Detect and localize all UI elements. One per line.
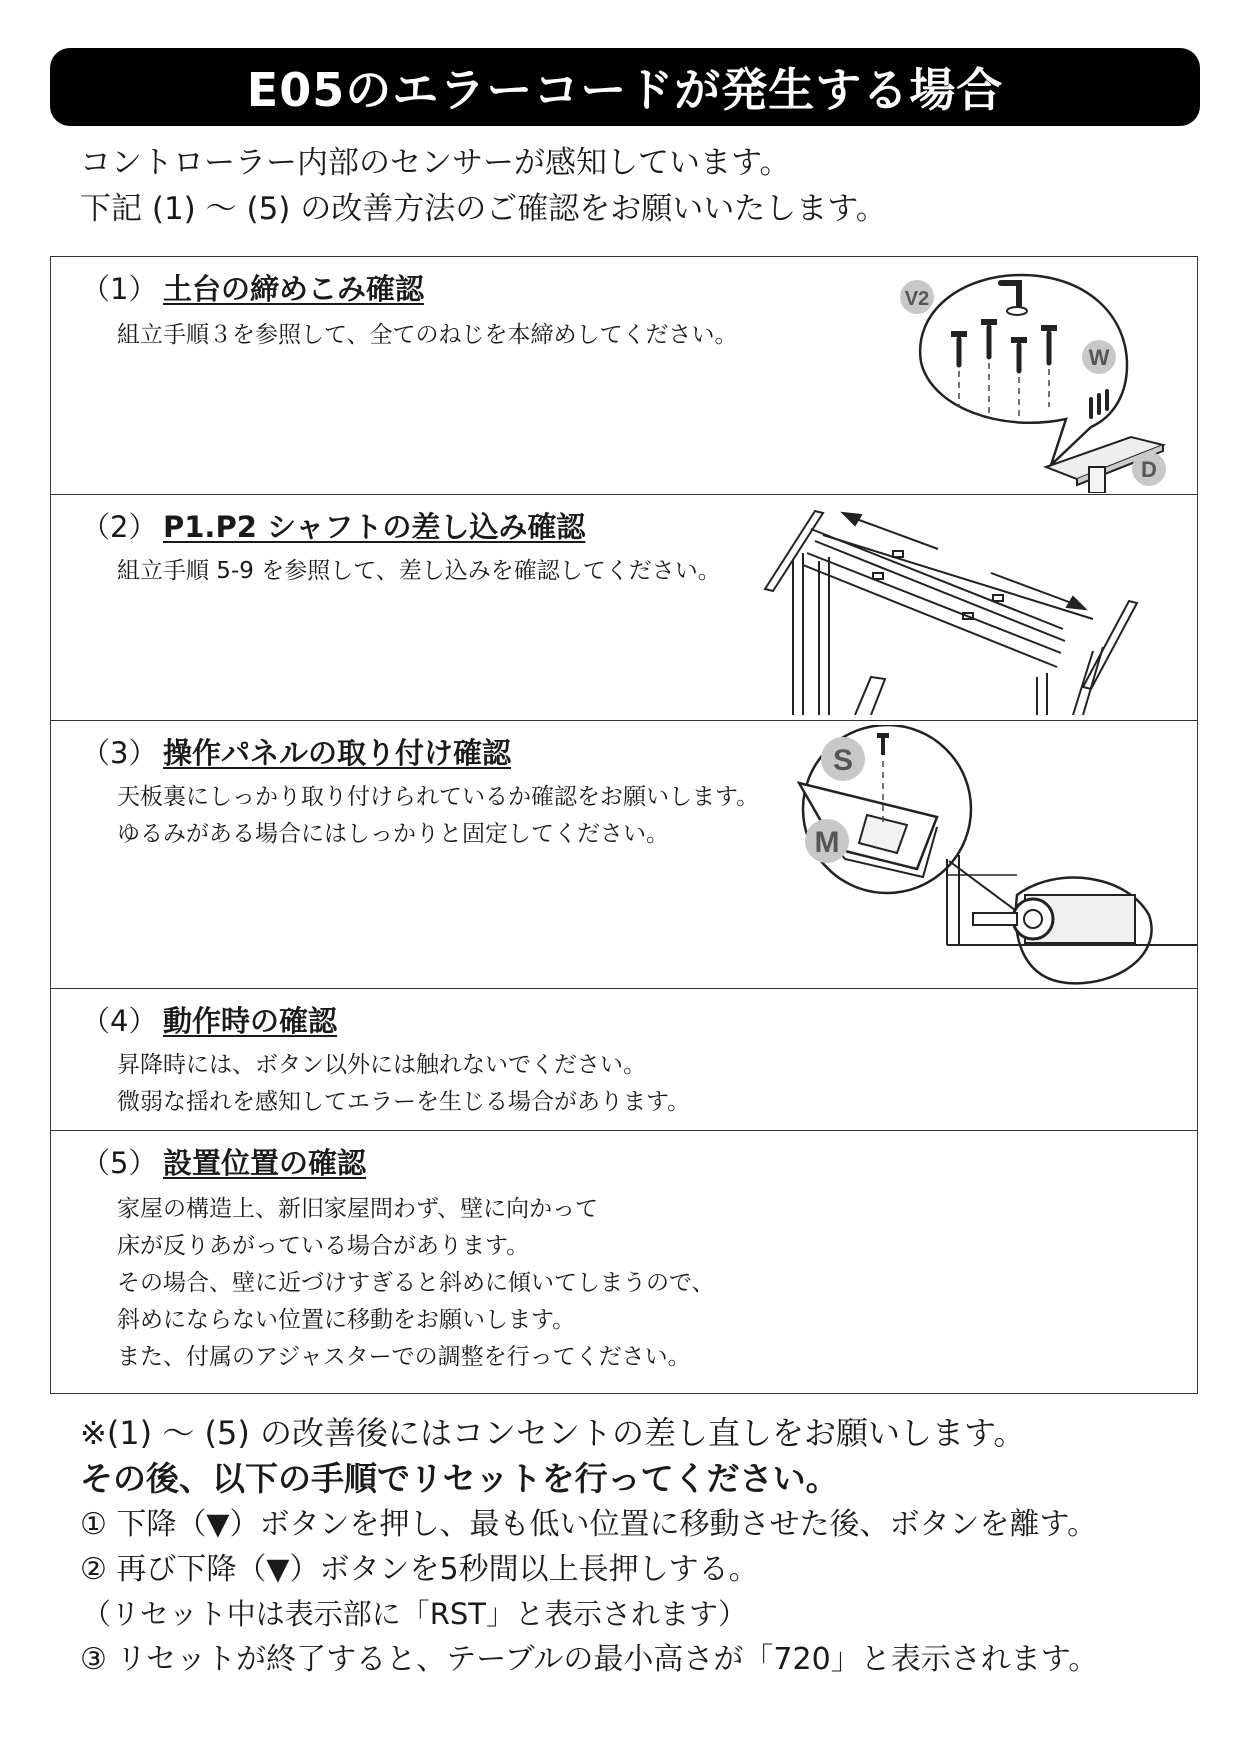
section-title: 動作時の確認 [163, 1004, 338, 1038]
body-line: また、付属のアジャスターでの調整を行ってください。 [117, 1344, 691, 1370]
intro [80, 140, 887, 232]
section-4 [51, 989, 1197, 1131]
label-s: S [832, 744, 854, 777]
base-screw-illustration [881, 267, 1191, 493]
section-body [117, 317, 738, 354]
footer-note: ※(1) ～ (5) の改善後にはコンセントの差し直しをお願いします。 [80, 1414, 1026, 1452]
reset-step-3: ③ リセットが終了すると、テーブルの最小高さが「720」と表示されます。 [80, 1642, 1099, 1677]
frame-shaft-illustration [763, 501, 1183, 715]
control-panel-illustration [797, 725, 1197, 989]
section-heading [81, 267, 424, 308]
body-line: 斜めにならない位置に移動をお願いします。 [117, 1307, 576, 1333]
section-heading [81, 505, 585, 546]
body-line: 天板裏にしっかり取り付けられているか確認をお願いします。 [117, 784, 760, 810]
section-3 [51, 721, 1197, 989]
checklist-box [50, 256, 1198, 1394]
intro-line: コントローラー内部のセンサーが感知しています。 [80, 145, 791, 181]
label-m: M [814, 826, 840, 859]
section-body [117, 1047, 690, 1121]
section-number: （3） [81, 736, 158, 770]
body-line: 組立手順 5-9 を参照して、差し込みを確認してください。 [117, 558, 721, 584]
body-line: ゆるみがある場合にはしっかりと固定してください。 [117, 821, 669, 847]
section-title: P1.P2 シャフトの差し込み確認 [163, 510, 586, 544]
label-w: W [1088, 345, 1110, 370]
reset-step-2: ② 再び下降（▼）ボタンを5秒間以上長押しする。 [80, 1552, 759, 1587]
body-line: その場合、壁に近づけすぎると斜めに傾いてしまうので、 [117, 1270, 715, 1296]
body-line: 昇降時には、ボタン以外には触れないでください。 [117, 1052, 646, 1078]
reset-note: （リセット中は表示部に「RST」と表示されます） [82, 1597, 747, 1631]
reset-instructions [80, 1410, 1210, 1682]
section-heading [81, 1141, 366, 1182]
body-line: 家屋の構造上、新旧家屋問わず、壁に向かって [117, 1196, 599, 1222]
section-heading [81, 999, 337, 1040]
section-title: 設置位置の確認 [163, 1146, 367, 1180]
section-title: 操作パネルの取り付け確認 [163, 736, 512, 770]
body-line: 組立手順３を参照して、全てのねじを本締めしてください。 [117, 322, 738, 348]
body-line: 微弱な揺れを感知してエラーを生じる場合があります。 [117, 1089, 691, 1115]
section-number: （1） [81, 272, 158, 306]
section-body [117, 1191, 715, 1376]
title-banner [50, 48, 1200, 126]
section-number: （5） [81, 1146, 158, 1180]
label-v2: V2 [904, 288, 930, 310]
section-5 [51, 1131, 1197, 1393]
section-number: （2） [81, 510, 158, 544]
label-d: D [1141, 457, 1157, 482]
section-heading [81, 731, 511, 772]
body-line: 床が反りあがっている場合があります。 [117, 1233, 530, 1259]
section-body [117, 779, 759, 853]
reset-step-1: ① 下降（▼）ボタンを押し、最も低い位置に移動させた後、ボタンを離す。 [80, 1507, 1098, 1542]
section-title: 土台の締めこみ確認 [163, 272, 425, 306]
section-2 [51, 495, 1197, 721]
section-body [117, 553, 721, 590]
section-1 [51, 257, 1197, 495]
intro-line: 下記 (1) ～ (5) の改善方法のご確認をお願いいたします。 [80, 191, 887, 227]
footer-bold: その後、以下の手順でリセットを行ってください。 [80, 1459, 839, 1498]
page-title: E05のエラーコードが発生する場合 [246, 63, 1004, 117]
section-number: （4） [81, 1004, 158, 1038]
